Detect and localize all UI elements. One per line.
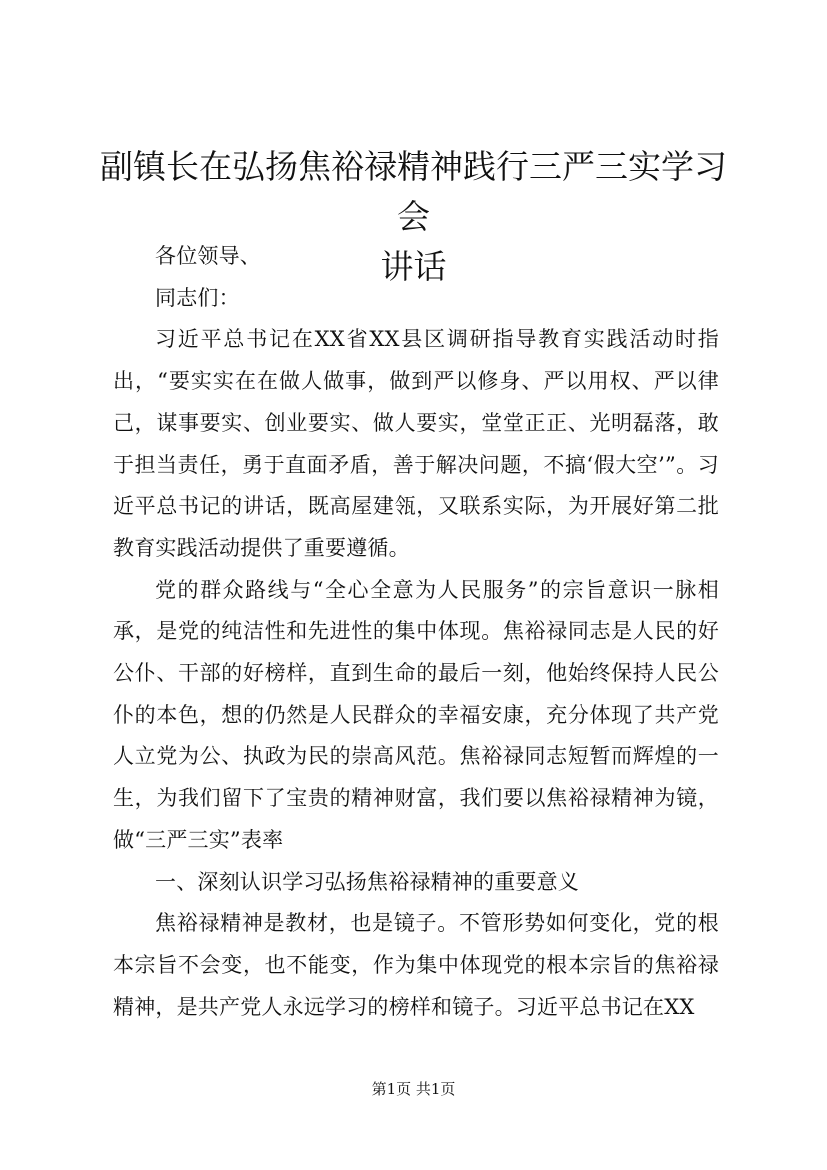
page-number-footer: 第1页 共1页 bbox=[371, 1080, 456, 1098]
section-heading: 一、深刻认识学习弘扬焦裕禄精神的重要意义 bbox=[155, 869, 579, 894]
salutation-comrades: 同志们： bbox=[155, 285, 240, 310]
title-line-2: 讲话 bbox=[380, 247, 447, 286]
document-body bbox=[113, 236, 719, 1028]
body-paragraph: 党的群众路线与“全心全意为人民服务”的宗旨意识一脉相承，是党的纯洁性和先进性的集中体现。焦裕禄同志是人民的好公仆、干部的好榜样，直到生命的最后一刻，他始终保持人民公仆的本色，想的仍然是人民群众的幸福安康，充分体现了共产党人立党为公、执政为民的崇高风范。焦裕禄同志短暂而辉煌的一生，为我们留下了宝贵的精神财富，我们要以焦裕禄精神为镜，做“三严三实”表率 bbox=[113, 577, 719, 852]
body-paragraph: 焦裕禄精神是教材，也是镜子。不管形势如何变化，党的根本宗旨不会变，也不能变，作为集中体现党的根本宗旨的焦裕禄精神，是共产党人永远学习的榜样和镜子。习近平总书记在XX bbox=[113, 911, 719, 1019]
body-paragraph: 习近平总书记在XX省XX县区调研指导教育实践活动时指出，“要实实在在做人做事，做到严以修身、严以用权、严以律己，谋事要实、创业要实、做人要实，堂堂正正、光明磊落，敢于担当责任，勇于直面矛盾，善于解决问题，不搞‘假大空’”。习近平总书记的讲话，既高屋建瓴，又联系实际，为开展好第二批教育实践活动提供了重要遵循。 bbox=[113, 327, 719, 560]
salutation-leaders: 各位领导、 bbox=[155, 244, 261, 268]
title-line-1: 副镇长在弘扬焦裕禄精神践行三严三实学习会 bbox=[100, 147, 727, 236]
